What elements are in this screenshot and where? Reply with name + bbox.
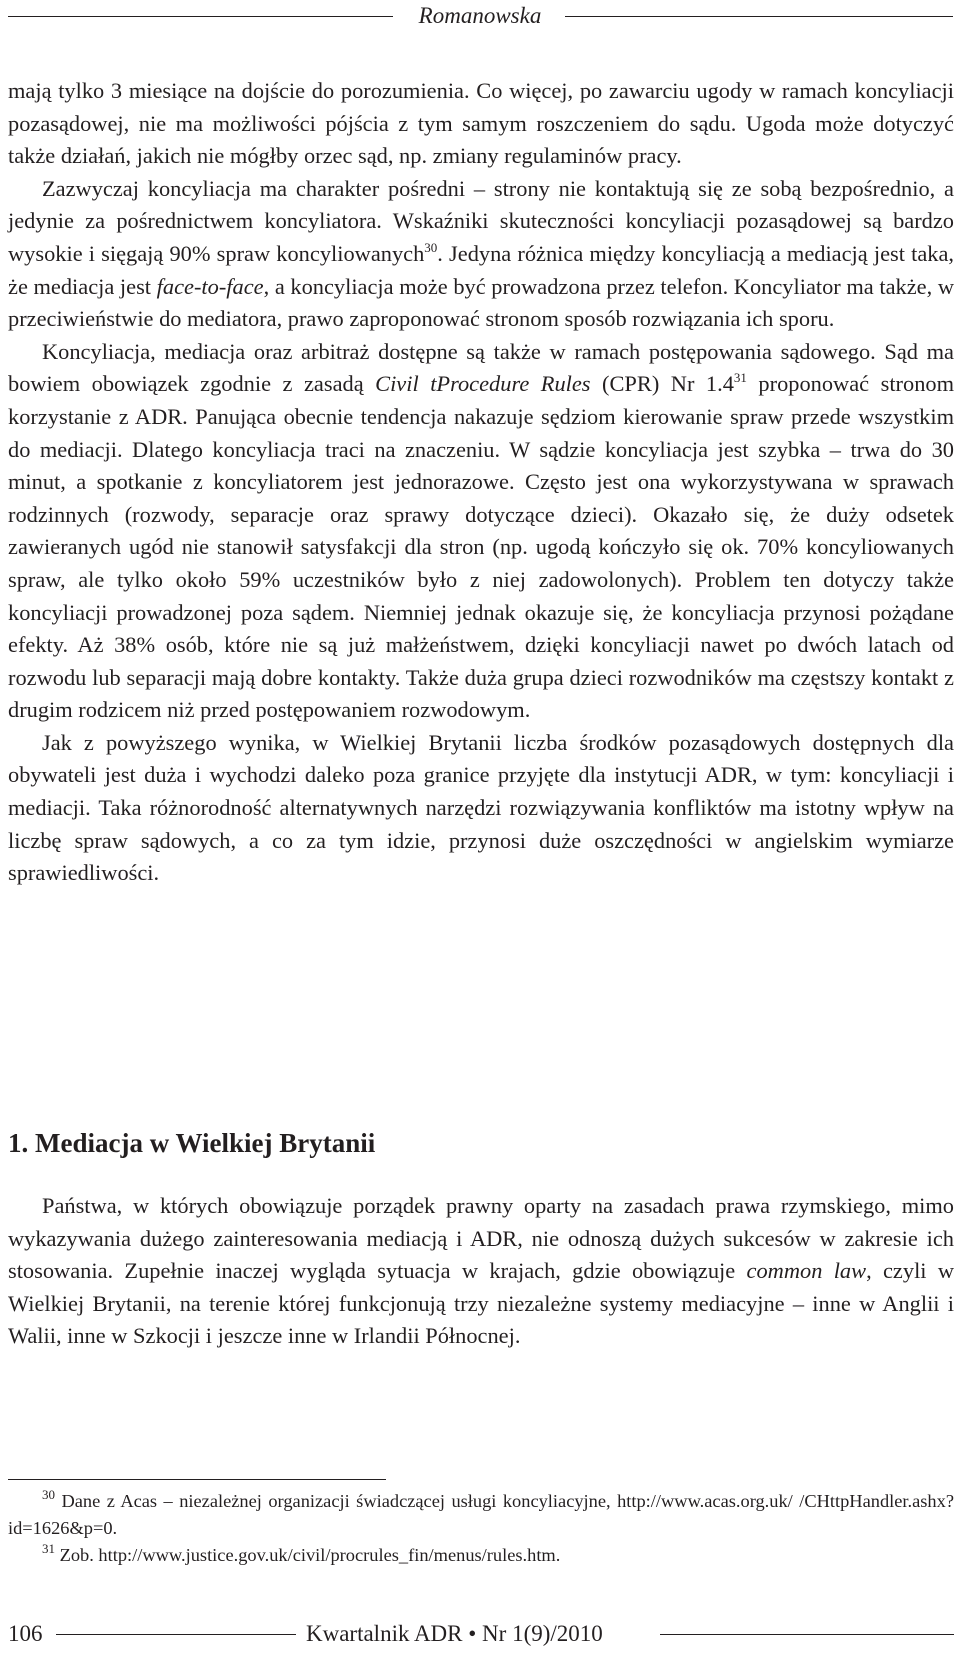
page-footer xyxy=(0,1620,960,1650)
italic-term: Civil tProcedure Rules xyxy=(375,371,591,397)
paragraph-1 xyxy=(8,75,954,173)
footnote-text: Zob. http://www.justice.gov.uk/civil/procrules_fin/menus/rules.htm. xyxy=(55,1545,561,1565)
footnote-ref-30[interactable]: 30 xyxy=(424,239,438,255)
footnote-ref-31[interactable]: 31 xyxy=(733,369,747,385)
paragraph-text: (CPR) Nr 1.4 xyxy=(590,371,734,397)
body-text xyxy=(8,75,954,890)
paragraph-5 xyxy=(8,1190,954,1353)
running-header-author: Romanowska xyxy=(418,3,542,28)
footnote-number: 30 xyxy=(42,1486,55,1502)
footnote-separator xyxy=(8,1479,386,1480)
paragraph-text: Jak z powyższego wynika, w Wielkiej Brytanii liczba środków pozasądowych dostępnych dla obywateli jest duża i wychodzi daleko poza granice przyjęte dla instytucji ADR, w tym: koncyliacji i mediacji. Taka różnorodność alternatywnych narzędzi rozwiązywania konfliktów ma istotny wpływ na liczbę spraw sądowych, a co za tym idzie, przynosi duże oszczędności w angielskim wymiarze sprawiedliwości. xyxy=(8,729,954,886)
paragraph-text: proponować stronom korzystanie z ADR. Panująca obecnie tendencja nakazuje sędziom kierowanie spraw przede wszystkim do mediacji. Dlatego koncyliacja traci na znaczeniu. W sądzie koncyliacja jest szybka – trwa do 30 minut, a spotkanie z koncyliatorem jest jednorazowe. Często jest ona wykorzystywana w sprawach rodzinnych (rozwody, separacje oraz sprawy dotyczące dzieci). Okazało się, że duży odsetek zawieranych ugód nie stanowił satysfakcji dla stron (np. ugodą kończyło się ok. 70% koncyliowanych spraw, ale tylko około 59% uczestników było z niej zadowolonych). Problem ten dotyczy także koncyliacji prowadzonej poza sądem. Niemniej jednak okazuje się, że koncyliacja przynosi pożądane efekty. Aż 38% osób, które nie są już małżeństwem, dzięki koncyliacji nawet po dwóch latach od rozwodu lub separacji mają dobre kontakty. Także duża grupa dzieci rozwodników ma częstszy kontakt z drugim rodzicem niż przed postępowaniem rozwodowym. xyxy=(8,371,955,723)
paragraph-2 xyxy=(8,173,954,336)
section-heading: 1. Mediacja w Wielkiej Brytanii xyxy=(8,1128,376,1158)
header-rule-right xyxy=(565,16,953,17)
footer-rule-left xyxy=(56,1634,296,1635)
italic-term: common law xyxy=(746,1258,867,1284)
footnote-30 xyxy=(8,1488,954,1542)
header-rule-left xyxy=(8,16,393,17)
paragraph-text: , czyli w Wielkiej Brytanii, na terenie której funkcjonują trzy niezależne systemy mediacyjne – inne w Anglii i Walii, inne w Szkocji i jeszcze inne w Irlandii Północnej. xyxy=(8,1258,955,1349)
journal-name: Kwartalnik ADR • Nr 1(9)/2010 xyxy=(306,1621,603,1646)
footnote-text: Dane z Acas – niezależnej organizacji świadczącej usługi koncyliacyjne, http://www.acas.org.uk/ /CHttpHandler.ashx?id=1626&p=0. xyxy=(8,1491,954,1538)
paragraph-text: Państwa, w których obowiązuje porządek prawny oparty na zasadach prawa rzymskiego, mimo wykazywania dużego zainteresowania mediacją i ADR, nie odnoszą dużych sukcesów w zakresie ich stosowania. Zupełnie inaczej wygląda sytuacja w krajach, gdzie obowiązuje xyxy=(8,1193,954,1284)
paragraph-3 xyxy=(8,336,954,727)
footnote-31 xyxy=(8,1542,954,1569)
paragraph-text: Koncyliacja, mediacja oraz arbitraż dostępne są także w ramach postępowania sądowego. Sąd ma bowiem obowiązek zgodnie z zasadą xyxy=(8,338,954,397)
footnotes xyxy=(8,1488,954,1569)
footer-rule-right xyxy=(660,1634,954,1635)
paragraph-text: Zazwyczaj koncyliacja ma charakter pośredni – strony nie kontaktują się ze sobą bezpośrednio, a jedynie za pośrednictwem koncyliatora. Wskaźniki skuteczności koncyliacji pozasądowej są bardzo wysokie i sięgają 90% spraw koncyliowanych xyxy=(8,175,954,266)
page-number: 106 xyxy=(8,1621,43,1646)
paragraph-text: mają tylko 3 miesiące na dojście do porozumienia. Co więcej, po zawarciu ugody w ramach koncyliacji pozasądowej, nie ma możliwości pójścia z tym samym roszczeniem do sądu. Ugoda może dotyczyć także działań, jakich nie mógłby orzec sąd, np. zmiany regulaminów pracy. xyxy=(8,78,954,169)
paragraph-4 xyxy=(8,727,954,890)
paragraph-text: , a koncyliacja może być prowadzona przez telefon. Koncyliator ma także, w przeciwieństwie do mediatora, prawo zaproponować stronom sposób rozwiązania ich sporu. xyxy=(8,273,954,332)
section-body xyxy=(8,1190,954,1353)
italic-term: face-to-face xyxy=(156,273,264,299)
running-header xyxy=(0,2,960,30)
paragraph-text: . Jedyna różnica między koncyliacją a mediacją jest taka, że mediacja jest xyxy=(8,240,955,299)
footnote-number: 31 xyxy=(42,1540,55,1556)
